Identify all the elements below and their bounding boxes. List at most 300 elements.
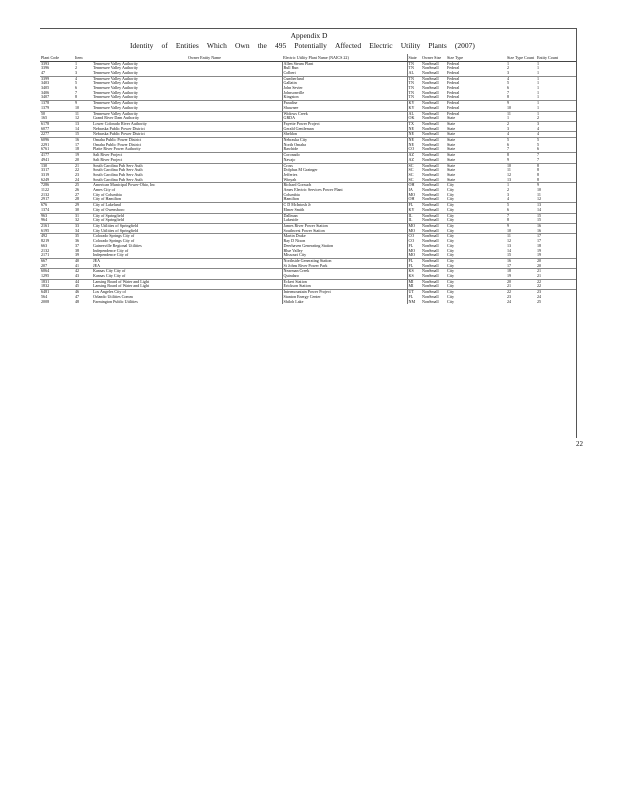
entity-count-cell: 5	[537, 142, 540, 147]
entity-count-cell: 8	[536, 163, 576, 168]
item-cell: 39	[75, 253, 80, 258]
owner-entity-cell: South Carolina Pub Serv Auth	[93, 172, 143, 177]
state-cell: SC	[407, 163, 421, 168]
plant-code-cell: 1831	[40, 279, 74, 284]
header-owner-entity-name: Owner Entity Name	[92, 54, 282, 61]
plant-name-cell: Martin Drake	[282, 234, 407, 239]
size-type-cell: City	[447, 188, 455, 193]
size-type-count-cell: 20	[506, 279, 536, 284]
item-cell: 34	[75, 228, 80, 233]
owner-size-cell: NonSmall	[421, 153, 446, 158]
item-cell: 44	[74, 279, 92, 284]
size-type-count-cell: 11	[507, 168, 511, 173]
state-cell: FL	[407, 295, 421, 300]
owner-entity-cell: Tennessee Valley Authority	[92, 76, 282, 81]
entity-count-cell: 13	[536, 203, 576, 208]
entity-count-cell: 1	[536, 61, 576, 66]
state-cell: TN	[407, 95, 421, 100]
item-cell: 25	[74, 183, 92, 188]
item-cell: 19	[74, 153, 92, 158]
size-type-count-cell: 11	[506, 234, 536, 239]
item-cell: 22	[75, 168, 80, 173]
subtitle-word: Entities	[175, 41, 199, 50]
owner-size-cell: NonSmall	[421, 224, 446, 229]
owner-size-cell: NonSmall	[421, 183, 446, 188]
item-cell: 14	[75, 126, 80, 131]
owner-size-cell: NonSmall	[422, 105, 439, 110]
size-type-cell: State	[446, 132, 506, 138]
state-cell: NE	[407, 127, 421, 132]
owner-entity-cell: Kansas City City of	[92, 269, 282, 274]
size-type-cell: Federal	[446, 111, 506, 116]
size-type-cell: City	[447, 218, 455, 223]
state-cell: TN	[407, 81, 421, 86]
entity-count-cell: 1	[537, 81, 540, 86]
state-cell: KS	[407, 269, 421, 274]
plant-name-cell: Richard Gorsuch	[282, 183, 407, 188]
owner-size-cell: NonSmall	[422, 116, 439, 121]
entity-count-cell: 8	[537, 177, 540, 182]
size-type-count-cell: 2	[507, 66, 510, 71]
size-type-cell: State	[447, 147, 456, 152]
subtitle-word: Potentially	[294, 41, 327, 50]
entity-count-cell: 14	[537, 207, 542, 212]
state-cell: TN	[407, 61, 421, 66]
size-type-cell: City	[446, 203, 506, 208]
plant-name-cell: Eckert Station	[282, 279, 407, 284]
subtitle-word: Utility	[400, 41, 421, 50]
state-cell: CO	[407, 147, 421, 152]
state-cell: IL	[407, 213, 421, 218]
plant-code-cell: 1122	[41, 188, 50, 193]
owner-entity-cell: Tennessee Valley Authority	[93, 81, 138, 86]
entity-count-cell: 11	[537, 192, 541, 197]
owner-entity-cell: American Municipal Power-Ohio, Inc	[92, 183, 282, 188]
state-cell: AL	[407, 71, 421, 76]
size-type-cell: Federal	[447, 81, 460, 86]
size-type-cell: City	[447, 239, 455, 244]
item-cell: 29	[74, 203, 92, 208]
owner-entity-cell: Colorado Springs City of	[93, 239, 135, 244]
state-cell: TN	[407, 91, 421, 96]
owner-size-cell: NonSmall	[422, 263, 439, 268]
plant-name-cell: Erickson Station	[282, 284, 407, 289]
plant-name-cell: Ray D Nixon	[282, 239, 407, 244]
owner-size-cell: NonSmall	[421, 101, 446, 106]
entity-count-cell: 1	[537, 66, 540, 71]
plant-name-cell: Nebraska City	[282, 138, 407, 143]
plant-code-cell: 1378	[40, 101, 74, 106]
entity-count-cell: 8	[537, 172, 540, 177]
item-cell: 8	[75, 95, 78, 100]
owner-size-cell: NonSmall	[422, 168, 439, 173]
plant-name-cell: James River Power Station	[282, 224, 407, 229]
size-type-cell: State	[447, 168, 456, 173]
owner-size-cell: NonSmall	[422, 188, 439, 193]
item-cell: 3	[75, 70, 78, 75]
size-type-count-cell: 4	[506, 76, 536, 81]
size-type-count-cell: 5	[506, 138, 536, 143]
owner-size-cell: NonSmall	[422, 95, 439, 100]
owner-entity-cell: City Utilities of Springfield	[93, 228, 139, 233]
owner-size-cell: NonSmall	[421, 111, 446, 116]
size-type-count-cell: 8	[507, 218, 510, 223]
item-cell: 21	[74, 163, 92, 168]
owner-entity-cell: Tennessee Valley Authority	[93, 70, 138, 75]
owner-entity-cell: Tennessee Valley Authority	[92, 111, 282, 116]
state-cell: MO	[407, 229, 421, 234]
plant-code-cell: 3393	[40, 61, 74, 66]
owner-entity-cell: Salt River Project	[93, 157, 123, 162]
size-type-cell: City	[447, 228, 455, 233]
owner-size-cell: NonSmall	[422, 284, 439, 289]
state-cell: OH	[407, 197, 421, 202]
size-type-count-cell: 10	[506, 163, 536, 168]
owner-size-cell: NonSmall	[422, 66, 439, 71]
owner-size-cell: NonSmall	[421, 290, 446, 295]
table-row	[40, 300, 576, 305]
size-type-count-cell: 7	[507, 147, 510, 152]
plant-code-cell: 3399	[40, 76, 74, 81]
subtitle-word: Identity	[130, 41, 154, 50]
plant-name-cell: Columbia	[282, 193, 407, 198]
plant-code-cell: 3403	[41, 81, 50, 86]
owner-entity-cell: City of Lakeland	[92, 203, 282, 208]
owner-size-cell: NonSmall	[422, 81, 439, 86]
size-type-cell: Federal	[447, 90, 460, 95]
owner-size-cell: NonSmall	[422, 218, 439, 223]
owner-entity-cell: City of Owensboro	[93, 207, 125, 212]
owner-size-cell: NonSmall	[421, 121, 446, 126]
entity-count-cell: 6	[537, 147, 540, 152]
size-type-count-cell: 3	[507, 192, 510, 197]
owner-entity-cell: Grand River Dam Authority	[93, 116, 140, 121]
size-type-count-cell: 10	[507, 228, 512, 233]
size-type-cell: State	[446, 121, 506, 126]
plant-name-cell: Blue Valley	[282, 249, 407, 254]
plant-name-cell: Intermountain Power Project	[282, 290, 407, 295]
plant-code-cell: 6195	[41, 228, 50, 233]
owner-entity-cell: South Carolina Pub Serv Auth	[93, 168, 143, 173]
plant-name-cell: Cumberland	[282, 76, 407, 81]
state-cell: FL	[407, 264, 421, 269]
item-cell: 47	[75, 294, 80, 299]
owner-size-cell: NonSmall	[421, 76, 446, 81]
header-size-type: Size Type	[446, 54, 506, 61]
state-cell: MO	[407, 193, 421, 198]
item-cell: 5	[75, 81, 78, 86]
size-type-cell: State	[447, 116, 456, 121]
owner-size-cell: NonSmall	[421, 163, 446, 168]
plant-code-cell: 667	[40, 258, 74, 263]
size-type-count-cell: 12	[507, 239, 512, 244]
owner-entity-cell: City of Springfield	[92, 213, 282, 218]
item-cell: 27	[75, 192, 80, 197]
entity-count-cell: 1	[537, 86, 540, 91]
state-cell: AZ	[407, 153, 421, 158]
entity-count-cell: 20	[536, 258, 576, 263]
plant-code-cell: 492	[40, 234, 74, 239]
owner-entity-cell: Tennessee Valley Authority	[92, 101, 282, 106]
item-cell: 9	[74, 101, 92, 106]
owner-entity-cell: Lansing Board of Water and Light	[92, 279, 282, 284]
table-header-row	[40, 54, 576, 61]
plant-code-cell: 130	[40, 163, 74, 168]
plant-code-cell: 2132	[41, 248, 50, 253]
state-cell: NE	[407, 143, 421, 148]
owner-size-cell: NonSmall	[422, 142, 439, 147]
size-type-cell: City	[447, 253, 455, 258]
size-type-cell: City	[447, 207, 455, 212]
entity-count-cell: 23	[536, 290, 576, 295]
size-type-count-cell: 2	[506, 121, 536, 126]
owner-size-cell: NonSmall	[421, 132, 446, 138]
size-type-count-cell: 11	[506, 111, 536, 116]
owner-entity-cell: Farmington Public Utilities	[93, 299, 138, 304]
entity-count-cell: 25	[537, 299, 542, 304]
size-type-count-cell: 9	[506, 101, 536, 106]
owner-size-cell: NonSmall	[422, 299, 439, 304]
owner-size-cell: NonSmall	[422, 207, 439, 212]
plant-code-cell: 1832	[41, 284, 50, 289]
subtitle-word: Which	[206, 41, 227, 50]
plant-code-cell: 3407	[41, 95, 50, 100]
state-cell: NE	[407, 132, 421, 138]
plant-code-cell: 6064	[40, 269, 74, 274]
size-type-count-cell: 3	[507, 126, 510, 131]
entity-count-cell: 1	[536, 111, 576, 116]
item-cell: 17	[75, 142, 80, 147]
plant-name-cell: Rawhide	[282, 147, 407, 152]
item-cell: 48	[75, 299, 80, 304]
plant-code-cell: 3396	[41, 66, 50, 71]
plant-code-cell: 4941	[41, 157, 50, 162]
owner-entity-cell: Platte River Power Authority	[93, 147, 141, 152]
size-type-cell: Federal	[447, 86, 460, 91]
owner-size-cell: NonSmall	[422, 90, 439, 95]
size-type-cell: Federal	[447, 66, 460, 71]
plant-name-cell: Gallatin	[282, 81, 407, 86]
subtitle-word: (2007)	[454, 41, 475, 50]
entity-count-cell: 17	[537, 239, 542, 244]
plant-code-cell: 2161	[40, 224, 74, 229]
plant-code-cell: 50	[40, 111, 74, 116]
plant-name-cell: North Omaha	[282, 143, 407, 148]
item-cell: 38	[75, 248, 80, 253]
owner-entity-cell: Nebraska Public Power District	[93, 126, 145, 131]
owner-size-cell: NonSmall	[422, 126, 439, 131]
plant-name-cell: Shiloh Lake	[282, 300, 407, 305]
size-type-count-cell: 4	[506, 132, 536, 138]
size-type-count-cell: 6	[507, 142, 510, 147]
subtitle-word: Affected	[335, 41, 362, 50]
header-state: State	[407, 54, 421, 61]
size-type-cell: City	[446, 258, 506, 263]
owner-size-cell: NonSmall	[422, 274, 439, 279]
plant-code-cell: 2291	[41, 142, 50, 147]
item-cell: 13	[74, 121, 92, 126]
item-cell: 15	[74, 132, 92, 138]
owner-entity-cell: City of Columbia	[93, 192, 122, 197]
plant-code-cell: 2917	[41, 197, 50, 202]
item-cell: 46	[74, 290, 92, 295]
owner-entity-cell: JEA	[93, 263, 101, 268]
owner-size-cell: NonSmall	[422, 177, 439, 182]
owner-entity-cell: Tennessee Valley Authority	[93, 105, 138, 110]
state-cell: SC	[407, 178, 421, 183]
entity-count-cell: 1	[537, 70, 540, 75]
plant-name-cell: Northside Generating Station	[282, 258, 407, 263]
state-cell: NE	[407, 138, 421, 143]
plant-code-cell: 963	[40, 213, 74, 218]
size-type-cell: State	[447, 126, 456, 131]
entity-count-cell: 1	[537, 105, 540, 110]
state-cell: AL	[407, 111, 421, 116]
entity-count-cell: 1	[536, 76, 576, 81]
appendix-subtitle	[130, 41, 475, 50]
size-type-count-cell: 4	[507, 197, 510, 202]
state-cell: CO	[407, 239, 421, 244]
state-cell: SC	[407, 168, 421, 173]
entity-count-cell: 4	[536, 132, 576, 138]
size-type-count-cell: 9	[507, 157, 510, 162]
entity-count-cell: 24	[537, 294, 542, 299]
subtitle-word: Own	[235, 41, 250, 50]
subtitle-word: the	[257, 41, 267, 50]
size-type-count-cell: 13	[507, 177, 512, 182]
owner-entity-cell: Los Angeles City of	[92, 290, 282, 295]
plant-code-cell: 3319	[41, 172, 50, 177]
owner-size-cell: NonSmall	[421, 234, 446, 239]
state-cell: CO	[407, 234, 421, 239]
owner-entity-cell: Independence City of	[93, 253, 129, 258]
plant-code-cell: 3317	[41, 168, 50, 173]
plant-name-cell: Winyah	[282, 178, 407, 183]
owner-size-cell: NonSmall	[422, 86, 439, 91]
plant-name-cell: Johnsonville	[282, 91, 407, 96]
state-cell: KY	[407, 106, 421, 111]
item-cell: 28	[75, 197, 80, 202]
owner-size-cell: NonSmall	[422, 192, 439, 197]
size-type-cell: City	[447, 284, 455, 289]
size-type-count-cell: 8	[507, 95, 510, 100]
entity-count-cell: 16	[536, 224, 576, 229]
plant-code-cell: 165	[41, 116, 48, 121]
owner-size-cell: NonSmall	[421, 213, 446, 218]
size-type-count-cell: 13	[507, 243, 512, 248]
size-type-cell: City	[446, 269, 506, 274]
owner-entity-cell: Tennessee Valley Authority	[93, 90, 138, 95]
plant-name-cell: C D McIntosh Jr	[282, 203, 407, 208]
plant-code-cell: 2008	[41, 299, 50, 304]
item-cell: 33	[74, 224, 92, 229]
plant-name-cell: Dallman	[282, 213, 407, 218]
plant-code-cell: 7286	[40, 183, 74, 188]
plant-name-cell: Southwest Power Station	[282, 229, 407, 234]
size-type-cell: City	[447, 192, 455, 197]
size-type-cell: City	[447, 248, 455, 253]
state-cell: KY	[407, 101, 421, 106]
plant-code-cell: 2171	[41, 253, 50, 258]
size-type-count-cell: 24	[507, 299, 512, 304]
plant-code-cell: 8219	[41, 239, 50, 244]
state-cell: TN	[407, 76, 421, 81]
size-type-cell: State	[447, 157, 456, 162]
entity-count-cell: 2	[537, 116, 540, 121]
size-type-cell: Federal	[446, 76, 506, 81]
owner-entity-cell: Tennessee Valley Authority	[93, 86, 138, 91]
owner-entity-cell: City Utilities of Springfield	[92, 224, 282, 229]
owner-size-cell: NonSmall	[422, 197, 439, 202]
plant-name-cell: Quindaro	[282, 274, 407, 279]
entity-count-cell: 19	[537, 253, 542, 258]
size-type-cell: State	[446, 138, 506, 143]
page-number: 22	[576, 440, 583, 448]
size-type-cell: City	[446, 224, 506, 229]
plant-name-cell: Paradise	[282, 101, 407, 106]
owner-size-cell: NonSmall	[421, 61, 446, 66]
size-type-count-cell: 5	[506, 203, 536, 208]
entity-count-cell: 9	[536, 183, 576, 188]
item-cell: 26	[75, 188, 80, 193]
item-cell: 2	[75, 66, 78, 71]
owner-entity-cell: South Carolina Pub Serv Auth	[92, 163, 282, 168]
plant-name-cell: Nearman Creek	[282, 269, 407, 274]
owner-size-cell: NonSmall	[421, 203, 446, 208]
owner-entity-cell: Tennessee Valley Authority	[92, 61, 282, 66]
plant-code-cell: 3405	[41, 86, 50, 91]
owner-size-cell: NonSmall	[422, 228, 439, 233]
state-cell: MI	[407, 284, 421, 289]
plants-table	[40, 54, 576, 304]
plant-name-cell: Hamilton	[282, 197, 407, 202]
appendix-title: Appendix D	[290, 31, 328, 40]
owner-size-cell: NonSmall	[422, 172, 439, 177]
size-type-count-cell: 1	[506, 61, 536, 66]
subtitle-word: of	[161, 41, 168, 50]
item-cell: 10	[75, 105, 80, 110]
size-type-cell: Federal	[447, 95, 460, 100]
entity-count-cell: 21	[537, 274, 542, 279]
plant-code-cell: 1374	[41, 207, 50, 212]
size-type-cell: State	[447, 177, 456, 182]
size-type-count-cell: 15	[507, 253, 512, 258]
owner-entity-cell: South Carolina Pub Serv Auth	[93, 177, 143, 182]
owner-entity-cell: Tennessee Valley Authority	[93, 95, 138, 100]
plant-name-cell: Shawnee	[282, 106, 407, 111]
item-cell: 18	[75, 147, 80, 152]
item-cell: 6	[75, 86, 78, 91]
item-cell: 24	[75, 177, 80, 182]
plant-code-cell: 6761	[41, 147, 50, 152]
plant-code-cell: 6249	[41, 177, 50, 182]
plant-code-cell: 6178	[40, 121, 74, 126]
plant-code-cell: 4177	[40, 153, 74, 158]
plant-code-cell: 663	[41, 243, 48, 248]
size-type-cell: City	[447, 263, 455, 268]
size-type-count-cell: 6	[507, 86, 510, 91]
plant-name-cell: Ames Electric Services Power Plant	[282, 188, 407, 193]
size-type-cell: Federal	[446, 101, 506, 106]
state-cell: AZ	[407, 158, 421, 163]
owner-entity-cell: Colorado Springs City of	[92, 234, 282, 239]
owner-entity-cell: Ames City of	[93, 188, 116, 193]
owner-size-cell: NonSmall	[421, 269, 446, 274]
size-type-cell: State	[447, 172, 456, 177]
entity-count-cell: 15	[536, 213, 576, 218]
owner-size-cell: NonSmall	[422, 239, 439, 244]
owner-entity-cell: Nebraska Public Power District	[92, 132, 282, 138]
